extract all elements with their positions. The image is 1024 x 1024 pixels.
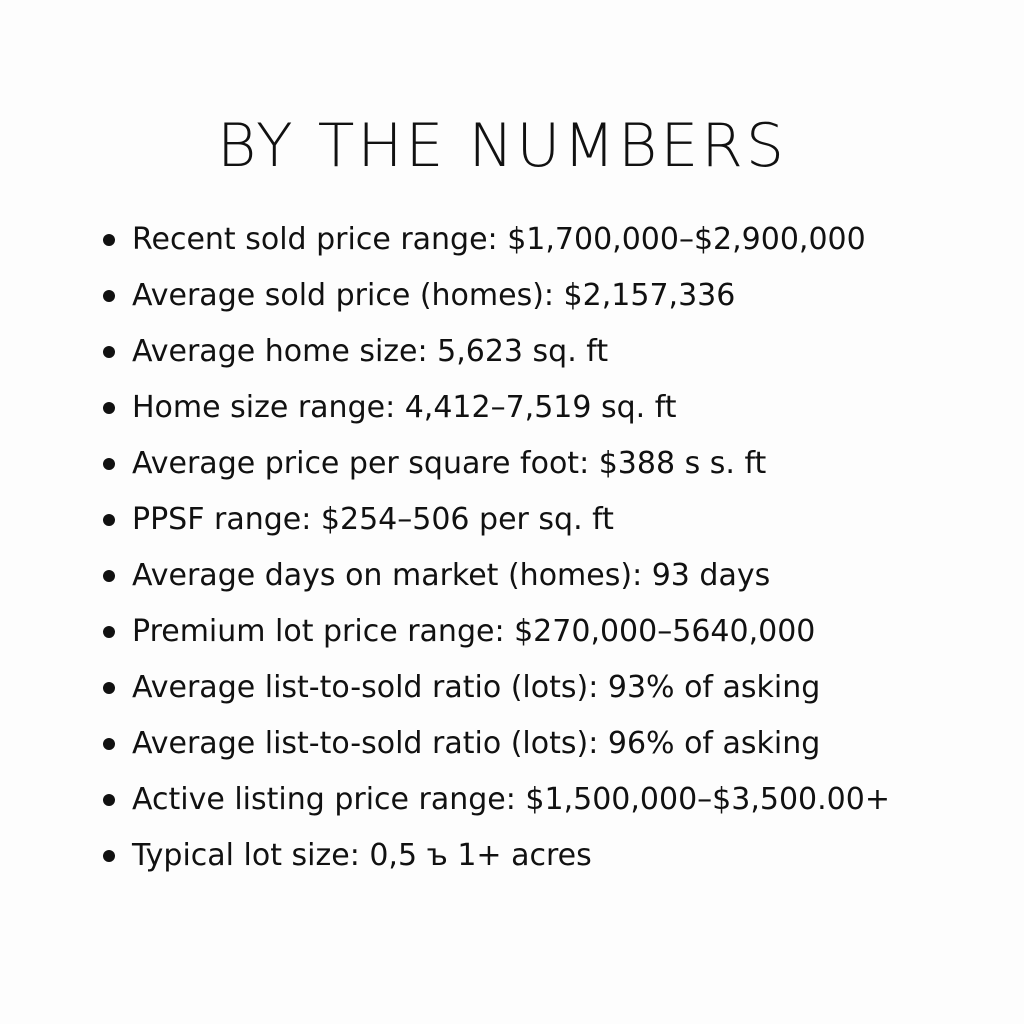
bullet-icon bbox=[103, 234, 115, 246]
stat-text: PPSF range: $254–506 per sq. ft bbox=[132, 502, 614, 537]
stat-text: Active listing price range: $1,500,000–$3,500.00+ bbox=[132, 782, 890, 817]
stat-text: Average home size: 5,623 sq. ft bbox=[132, 334, 609, 369]
stat-text: Average list-to-sold ratio (lots): 96% of asking bbox=[132, 726, 821, 761]
bullet-icon bbox=[103, 626, 115, 638]
stat-text: Average list-to-sold ratio (lots): 93% of asking bbox=[132, 670, 821, 705]
bullet-icon bbox=[103, 794, 115, 806]
bullet-icon bbox=[103, 290, 115, 302]
stats-list bbox=[98, 212, 998, 884]
bullet-icon bbox=[103, 514, 115, 526]
list-item bbox=[98, 772, 998, 828]
stat-text: Average price per square foot: $388 s s. ft bbox=[132, 446, 767, 481]
list-item bbox=[98, 716, 998, 772]
list-item bbox=[98, 660, 998, 716]
stat-text: Recent sold price range: $1,700,000–$2,900,000 bbox=[132, 222, 866, 257]
bullet-icon bbox=[103, 570, 115, 582]
list-item bbox=[98, 380, 998, 436]
list-item bbox=[98, 268, 998, 324]
stat-text: Home size range: 4,412–7,519 sq. ft bbox=[132, 390, 677, 425]
page-title: BY THE NUMBERS bbox=[216, 111, 788, 181]
stat-text: Average sold price (homes): $2,157,336 bbox=[132, 278, 736, 313]
list-item bbox=[98, 324, 998, 380]
stat-text: Typical lot size: 0,5 ъ 1+ acres bbox=[132, 838, 592, 873]
bullet-icon bbox=[103, 850, 115, 862]
bullet-icon bbox=[103, 346, 115, 358]
bullet-icon bbox=[103, 402, 115, 414]
bullet-icon bbox=[103, 458, 115, 470]
list-item bbox=[98, 828, 998, 884]
list-item bbox=[98, 492, 998, 548]
list-item bbox=[98, 604, 998, 660]
stat-text: Average days on market (homes): 93 days bbox=[132, 558, 771, 593]
list-item bbox=[98, 436, 998, 492]
list-item bbox=[98, 212, 998, 268]
list-item bbox=[98, 548, 998, 604]
bullet-icon bbox=[103, 682, 115, 694]
bullet-icon bbox=[103, 738, 115, 750]
stat-text: Premium lot price range: $270,000–5640,000 bbox=[132, 614, 816, 649]
